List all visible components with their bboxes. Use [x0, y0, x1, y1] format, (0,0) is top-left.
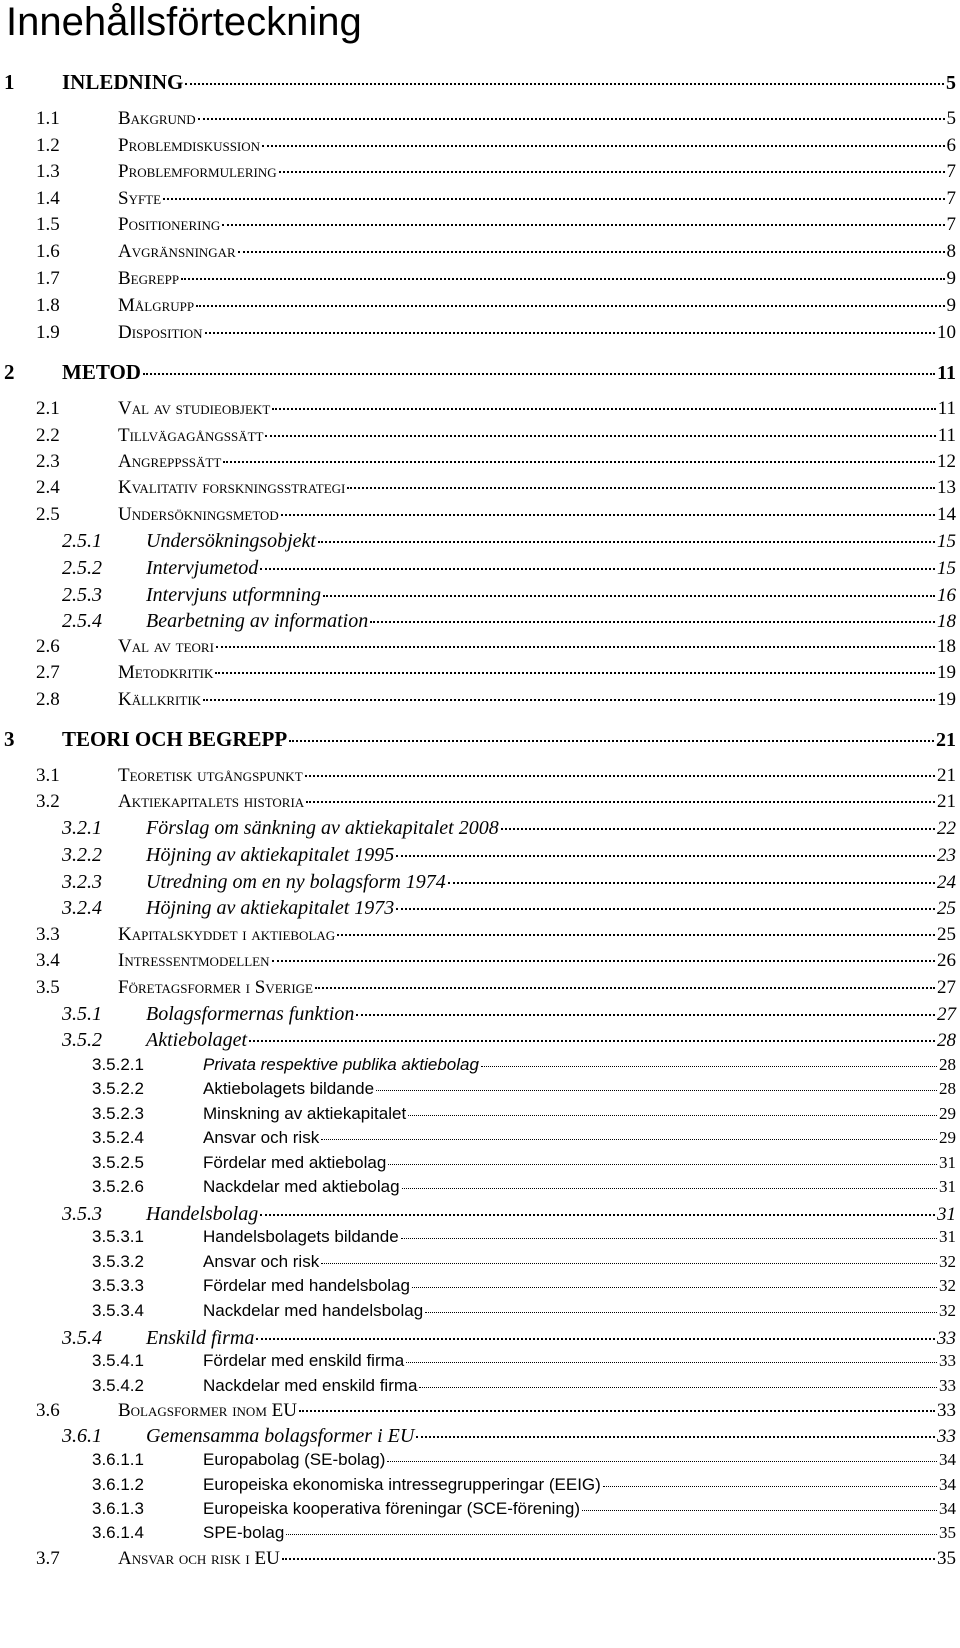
toc-entry-page: 33 [937, 1328, 956, 1349]
toc-entry-page: 25 [937, 924, 956, 945]
toc-entry-number: 3.5.2.1 [92, 1055, 144, 1074]
toc-entry-3-6-1-1[interactable] [92, 1450, 956, 1472]
toc-entry-page: 33 [939, 1376, 956, 1395]
toc-entry-number: 3.2.1 [62, 817, 102, 839]
toc-entry-title: Teoretisk utgångspunkt [118, 765, 303, 786]
dot-leader [347, 487, 935, 489]
dot-leader [321, 1139, 937, 1140]
toc-entry-page: 9 [946, 295, 956, 316]
toc-entry-number: 2.5.4 [62, 610, 102, 632]
page-title: Innehållsförteckning [6, 0, 362, 44]
toc-entry-title: Bolagsformernas funktion [146, 1003, 355, 1025]
toc-entry-title: Intervjumetod [146, 557, 259, 579]
dot-leader [401, 1238, 937, 1239]
toc-entry-number: 1.6 [36, 241, 60, 262]
toc-entry-3-5-3-3[interactable] [92, 1276, 956, 1298]
toc-entry-number: 1 [4, 70, 15, 94]
toc-entry-3-6-1-2[interactable] [92, 1475, 956, 1497]
toc-entry-number: 3.2 [36, 791, 60, 812]
toc-entry-1-5[interactable] [36, 214, 956, 238]
toc-entry-number: 2 [4, 360, 15, 384]
dot-leader [582, 1510, 937, 1511]
toc-entry-title: Kapitalskyddet i aktiebolag [118, 924, 336, 945]
toc-entry-page: 19 [937, 662, 956, 683]
dot-leader [603, 1486, 937, 1487]
toc-entry-3-6-1[interactable] [62, 1425, 956, 1449]
toc-entry-3-2-1[interactable] [62, 817, 956, 841]
toc-entry-title: Ansvar och risk [203, 1128, 320, 1147]
toc-entry-page: 35 [939, 1523, 956, 1542]
toc-entry-page: 16 [937, 585, 956, 606]
toc-entry-number: 1.8 [36, 295, 60, 316]
toc-entry-page: 28 [939, 1079, 956, 1098]
toc-entry-title: Syfte [118, 188, 162, 209]
toc-entry-title: Europabolag (SE-bolag) [203, 1450, 386, 1469]
toc-entry-page: 13 [937, 477, 956, 498]
toc-entry-page: 31 [939, 1227, 956, 1246]
toc-entry-page: 32 [939, 1252, 956, 1271]
toc-entry-3-5-2[interactable] [62, 1029, 956, 1053]
toc-entry-title: Nackdelar med aktiebolag [203, 1177, 400, 1196]
toc-entry-title: Utredning om en ny bolagsform 1974 [146, 871, 446, 893]
toc-entry-page: 8 [946, 241, 956, 262]
toc-entry-1-7[interactable] [36, 268, 956, 292]
toc-entry-2-7[interactable] [36, 662, 956, 686]
dot-leader [215, 672, 935, 674]
toc-entry-title: Målgrupp [118, 295, 195, 316]
toc-entry-page: 33 [939, 1351, 956, 1370]
toc-entry-2[interactable] [4, 360, 956, 388]
toc-entry-3-6[interactable] [36, 1400, 956, 1424]
toc-entry-number: 3.5.2 [62, 1029, 102, 1051]
toc-entry-number: 3.6 [36, 1400, 60, 1421]
dot-leader [222, 224, 944, 226]
dot-leader [216, 646, 935, 648]
toc-entry-number: 1.1 [36, 108, 60, 129]
toc-entry-3-5-3-4[interactable] [92, 1301, 956, 1323]
toc-entry-3-5-3[interactable] [62, 1203, 956, 1227]
toc-entry-number: 3.6.1.4 [92, 1523, 144, 1542]
dot-leader [282, 1558, 935, 1560]
toc-entry-title: Disposition [118, 322, 203, 343]
toc-entry-title: Förslag om sänkning av aktiekapitalet 2008 [146, 817, 499, 839]
toc-entry-title: Europeiska ekonomiska intressegrupperingar (EEIG) [203, 1475, 601, 1494]
dot-leader [387, 1461, 937, 1462]
dot-leader [315, 987, 935, 989]
toc-entry-page: 33 [937, 1400, 956, 1421]
toc-entry-title: Företagsformer i Sverige [118, 977, 313, 998]
dot-leader [388, 1164, 937, 1165]
dot-leader [260, 1214, 935, 1216]
toc-entry-title: Höjning av aktiekapitalet 1973 [146, 897, 395, 919]
dot-leader [396, 855, 935, 857]
toc-entry-page: 31 [939, 1177, 956, 1196]
dot-leader [262, 145, 944, 147]
toc-entry-2-5-4[interactable] [62, 610, 956, 634]
toc-entry-1-6[interactable] [36, 241, 956, 265]
toc-entry-number: 2.7 [36, 662, 60, 683]
toc-entry-title: Privata respektive publika aktiebolag [203, 1055, 479, 1074]
dot-leader [163, 198, 944, 200]
toc-entry-number: 3.6.1.2 [92, 1475, 144, 1494]
dot-leader [396, 908, 935, 910]
toc-entry-page: 35 [937, 1548, 956, 1569]
toc-entry-3-5-2-2[interactable] [92, 1079, 956, 1101]
toc-entry-number: 3.5.2.2 [92, 1079, 144, 1098]
toc-entry-number: 3.5.4.1 [92, 1351, 144, 1370]
toc-entry-page: 5 [946, 72, 956, 94]
toc-entry-title: Ansvar och risk [203, 1252, 320, 1271]
toc-entry-title: Handelsbolagets bildande [203, 1227, 399, 1246]
toc-entry-3-5-1[interactable] [62, 1003, 956, 1027]
dot-leader [402, 1188, 937, 1189]
dot-leader [425, 1312, 937, 1313]
toc-entry-number: 2.5.1 [62, 530, 102, 552]
toc-entry-3-1[interactable] [36, 765, 956, 789]
dot-leader [356, 1014, 935, 1016]
dot-leader [265, 435, 935, 437]
toc-entry-page: 11 [937, 398, 956, 419]
toc-entry-title: METOD [62, 360, 141, 384]
toc-entry-title: Nackdelar med enskild firma [203, 1376, 418, 1395]
toc-entry-page: 15 [937, 531, 956, 552]
toc-entry-3-5-4[interactable] [62, 1327, 956, 1351]
toc-entry-page: 29 [939, 1128, 956, 1147]
dot-leader [376, 1090, 937, 1091]
toc-entry-page: 15 [937, 558, 956, 579]
toc-entry-page: 23 [937, 845, 956, 866]
toc-entry-page: 6 [946, 135, 956, 156]
dot-leader [205, 332, 935, 334]
toc-entry-1-2[interactable] [36, 135, 956, 159]
toc-entry-page: 32 [939, 1276, 956, 1295]
toc-entry-number: 3.2.3 [62, 871, 102, 893]
toc-entry-number: 3.5.1 [62, 1003, 102, 1025]
toc-entry-title: Problemdiskussion [118, 135, 261, 156]
toc-entry-number: 1.5 [36, 214, 60, 235]
toc-entry-title: Tillvägagångssätt [118, 425, 264, 446]
dot-leader [416, 1436, 935, 1438]
toc-entry-title: Källkritik [118, 689, 202, 710]
toc-entry-page: 9 [946, 268, 956, 289]
toc-entry-3-5-2-6[interactable] [92, 1177, 956, 1199]
toc-entry-page: 21 [937, 791, 956, 812]
toc-entry-title: Aktiebolaget [146, 1029, 248, 1051]
toc-entry-title: Bearbetning av information [146, 610, 369, 632]
toc-entry-title: Aktiebolagets bildande [203, 1079, 375, 1098]
toc-entry-number: 3.5.2.3 [92, 1104, 144, 1123]
toc-entry-number: 3.1 [36, 765, 60, 786]
toc-entry-1-3[interactable] [36, 161, 956, 185]
toc-entry-title: Positionering [118, 214, 221, 235]
toc-entry-page: 14 [937, 504, 956, 525]
toc-entry-page: 33 [937, 1426, 956, 1447]
toc-entry-number: 2.5 [36, 504, 60, 525]
toc-entry-page: 29 [939, 1104, 956, 1123]
dot-leader [256, 1338, 935, 1340]
toc-entry-number: 3.6.1.1 [92, 1450, 144, 1469]
toc-entry-title: Intervjuns utformning [146, 584, 321, 606]
dot-leader [143, 373, 935, 375]
toc-entry-page: 27 [937, 977, 956, 998]
toc-entry-3-4[interactable] [36, 950, 956, 974]
toc-entry-number: 3 [4, 727, 15, 751]
toc-entry-title: Europeiska kooperativa föreningar (SCE-förening) [203, 1499, 581, 1518]
toc-entry-number: 1.7 [36, 268, 60, 289]
dot-leader [318, 541, 935, 543]
toc-entry-2-5-3[interactable] [62, 584, 956, 608]
dot-leader [279, 171, 945, 173]
toc-entry-page: 28 [939, 1055, 956, 1074]
toc-entry-3-7[interactable] [36, 1548, 956, 1572]
toc-entry-number: 2.4 [36, 477, 60, 498]
toc-entry-page: 21 [937, 765, 956, 786]
toc-entry-number: 3.5.2.6 [92, 1177, 144, 1196]
toc-entry-title: Val av studieobjekt [118, 398, 271, 419]
toc-entry-number: 3.5.2.4 [92, 1128, 144, 1147]
dot-leader [260, 568, 935, 570]
toc-entry-page: 11 [937, 362, 956, 384]
toc-entry-title: Metodkritik [118, 662, 214, 683]
toc-entry-number: 2.6 [36, 636, 60, 657]
toc-entry-3-5-2-1[interactable] [92, 1055, 956, 1077]
dot-leader [223, 461, 935, 463]
dot-leader [185, 83, 944, 85]
toc-entry-1-1[interactable] [36, 108, 956, 132]
toc-entry-1-4[interactable] [36, 188, 956, 212]
toc-entry-number: 3.5.3 [62, 1203, 102, 1225]
toc-entry-title: Enskild firma [146, 1327, 255, 1349]
toc-entry-number: 2.1 [36, 398, 60, 419]
toc-entry-3-5-3-1[interactable] [92, 1227, 956, 1249]
dot-leader [196, 305, 944, 307]
dot-leader [272, 408, 935, 410]
toc-entry-2-5-1[interactable] [62, 530, 956, 554]
toc-entry-page: 27 [937, 1004, 956, 1025]
dot-leader [272, 960, 936, 962]
toc-entry-page: 19 [937, 689, 956, 710]
toc-entry-3-2-4[interactable] [62, 897, 956, 921]
dot-leader [481, 1066, 937, 1067]
toc-entry-page: 31 [937, 1204, 956, 1225]
toc-entry-page: 32 [939, 1301, 956, 1320]
toc-entry-title: Fördelar med handelsbolag [203, 1276, 410, 1295]
toc-entry-title: SPE-bolag [203, 1523, 285, 1542]
dot-leader [323, 595, 935, 597]
toc-entry-page: 7 [946, 214, 956, 235]
toc-entry-number: 3.3 [36, 924, 60, 945]
dot-leader [238, 251, 945, 253]
toc-entry-number: 3.5.4.2 [92, 1376, 144, 1395]
toc-entry-page: 11 [937, 425, 956, 446]
toc-entry-title: Höjning av aktiekapitalet 1995 [146, 844, 395, 866]
toc-entry-number: 1.9 [36, 322, 60, 343]
toc-entry-page: 28 [937, 1030, 956, 1051]
toc-entry-title: Minskning av aktiekapitalet [203, 1104, 407, 1123]
toc-entry-2-5[interactable] [36, 504, 956, 528]
toc-entry-title: Angreppssätt [118, 451, 222, 472]
toc-entry-page: 21 [936, 729, 956, 751]
dot-leader [321, 1263, 937, 1264]
toc-entry-title: TEORI OCH BEGREPP [62, 727, 288, 751]
toc-entry-title: Bakgrund [118, 108, 196, 129]
toc-entry-number: 3.6.1.3 [92, 1499, 144, 1518]
toc-entry-number: 3.5.2.5 [92, 1153, 144, 1172]
toc-entry-number: 3.5.3.3 [92, 1276, 144, 1295]
toc-entry-2-5-2[interactable] [62, 557, 956, 581]
dot-leader [448, 882, 935, 884]
toc-entry-1-9[interactable] [36, 322, 956, 346]
dot-leader [370, 621, 935, 623]
toc-entry-page: 24 [937, 872, 956, 893]
toc-entry-page: 25 [937, 898, 956, 919]
toc-entry-number: 2.3 [36, 451, 60, 472]
dot-leader [249, 1040, 935, 1042]
dot-leader [408, 1115, 937, 1116]
toc-entry-number: 1.2 [36, 135, 60, 156]
toc-entry-title: Handelsbolag [146, 1203, 259, 1225]
toc-entry-1-8[interactable] [36, 295, 956, 319]
toc-entry-number: 3.6.1 [62, 1425, 102, 1447]
toc-entry-page: 34 [939, 1475, 956, 1494]
toc-entry-1[interactable] [4, 70, 956, 98]
dot-leader [406, 1362, 937, 1363]
toc-entry-3-5-3-2[interactable] [92, 1252, 956, 1274]
toc-entry-number: 3.2.4 [62, 897, 102, 919]
toc-entry-number: 3.5.3.4 [92, 1301, 144, 1320]
toc-entry-3-5-4-2[interactable] [92, 1376, 956, 1398]
dot-leader [306, 801, 935, 803]
toc-entry-number: 2.8 [36, 689, 60, 710]
toc-entry-title: Undersökningsobjekt [146, 530, 316, 552]
toc-entry-number: 1.3 [36, 161, 60, 182]
dot-leader [501, 828, 935, 830]
toc-entry-page: 34 [939, 1499, 956, 1518]
toc-entry-page: 22 [937, 818, 956, 839]
toc-entry-page: 7 [946, 161, 956, 182]
toc-entry-title: Bolagsformer inom EU [118, 1400, 297, 1421]
toc-entry-page: 26 [937, 950, 956, 971]
toc-entry-number: 3.5.3.1 [92, 1227, 144, 1246]
toc-entry-2-4[interactable] [36, 477, 956, 501]
toc-entry-page: 31 [939, 1153, 956, 1172]
dot-leader [289, 740, 934, 742]
toc-entry-2-6[interactable] [36, 636, 956, 660]
dot-leader [419, 1387, 937, 1388]
toc-entry-2-1[interactable] [36, 398, 956, 422]
toc-entry-3-2-3[interactable] [62, 871, 956, 895]
toc-entry-3-5-4-1[interactable] [92, 1351, 956, 1373]
toc-entry-page: 34 [939, 1450, 956, 1469]
toc-entry-title: Avgränsningar [118, 241, 236, 262]
toc-entry-page: 7 [946, 188, 956, 209]
toc-entry-number: 3.5.3.2 [92, 1252, 144, 1271]
toc-entry-number: 3.5.4 [62, 1327, 102, 1349]
toc-entry-title: INLEDNING [62, 70, 184, 94]
dot-leader [281, 514, 935, 516]
toc-entry-page: 12 [937, 451, 956, 472]
toc-entry-title: Aktiekapitalets historia [118, 791, 305, 812]
toc-entry-number: 1.4 [36, 188, 60, 209]
toc-entry-number: 2.5.3 [62, 584, 102, 606]
toc-entry-3-6-1-3[interactable] [92, 1499, 956, 1521]
dot-leader [198, 118, 945, 120]
toc-entry-2-2[interactable] [36, 425, 956, 449]
dot-leader [286, 1534, 937, 1535]
toc-entry-title: Kvalitativ forskningsstrategi [118, 477, 346, 498]
toc-entry-title: Begrepp [118, 268, 180, 289]
dot-leader [203, 699, 935, 701]
toc-entry-title: Fördelar med enskild firma [203, 1351, 405, 1370]
dot-leader [337, 934, 935, 936]
toc-entry-title: Undersökningsmetod [118, 504, 279, 525]
toc-entry-title: Nackdelar med handelsbolag [203, 1301, 424, 1320]
toc-entry-title: Val av teori [118, 636, 214, 657]
toc-entry-title: Ansvar och risk i EU [118, 1548, 280, 1569]
toc-entry-number: 3.2.2 [62, 844, 102, 866]
toc-entry-number: 2.2 [36, 425, 60, 446]
toc-entry-page: 18 [937, 611, 956, 632]
toc-entry-page: 10 [937, 322, 956, 343]
toc-entry-number: 2.5.2 [62, 557, 102, 579]
toc-entry-number: 3.5 [36, 977, 60, 998]
dot-leader [181, 278, 944, 280]
toc-entry-page: 18 [937, 636, 956, 657]
dot-leader [299, 1410, 935, 1412]
toc-entry-3-5-2-5[interactable] [92, 1153, 956, 1175]
dot-leader [412, 1287, 937, 1288]
toc-entry-3-6-1-4[interactable] [92, 1523, 956, 1545]
dot-leader [305, 775, 935, 777]
toc-entry-2-8[interactable] [36, 689, 956, 713]
toc-entry-3-5-2-4[interactable] [92, 1128, 956, 1150]
toc-entry-page: 5 [946, 108, 956, 129]
toc-entry-3-3[interactable] [36, 924, 956, 948]
toc-entry-number: 3.7 [36, 1548, 60, 1569]
toc-entry-number: 3.4 [36, 950, 60, 971]
toc-entry-3-5-2-3[interactable] [92, 1104, 956, 1126]
toc-entry-3-2[interactable] [36, 791, 956, 815]
toc-entry-title: Fördelar med aktiebolag [203, 1153, 387, 1172]
toc-entry-title: Problemformulering [118, 161, 277, 182]
toc-entry-3[interactable] [4, 727, 956, 755]
toc-entry-3-2-2[interactable] [62, 844, 956, 868]
toc-entry-2-3[interactable] [36, 451, 956, 475]
toc-entry-title: Gemensamma bolagsformer i EU [146, 1425, 415, 1447]
toc-entry-title: Intressentmodellen [118, 950, 270, 971]
toc-entry-3-5[interactable] [36, 977, 956, 1001]
